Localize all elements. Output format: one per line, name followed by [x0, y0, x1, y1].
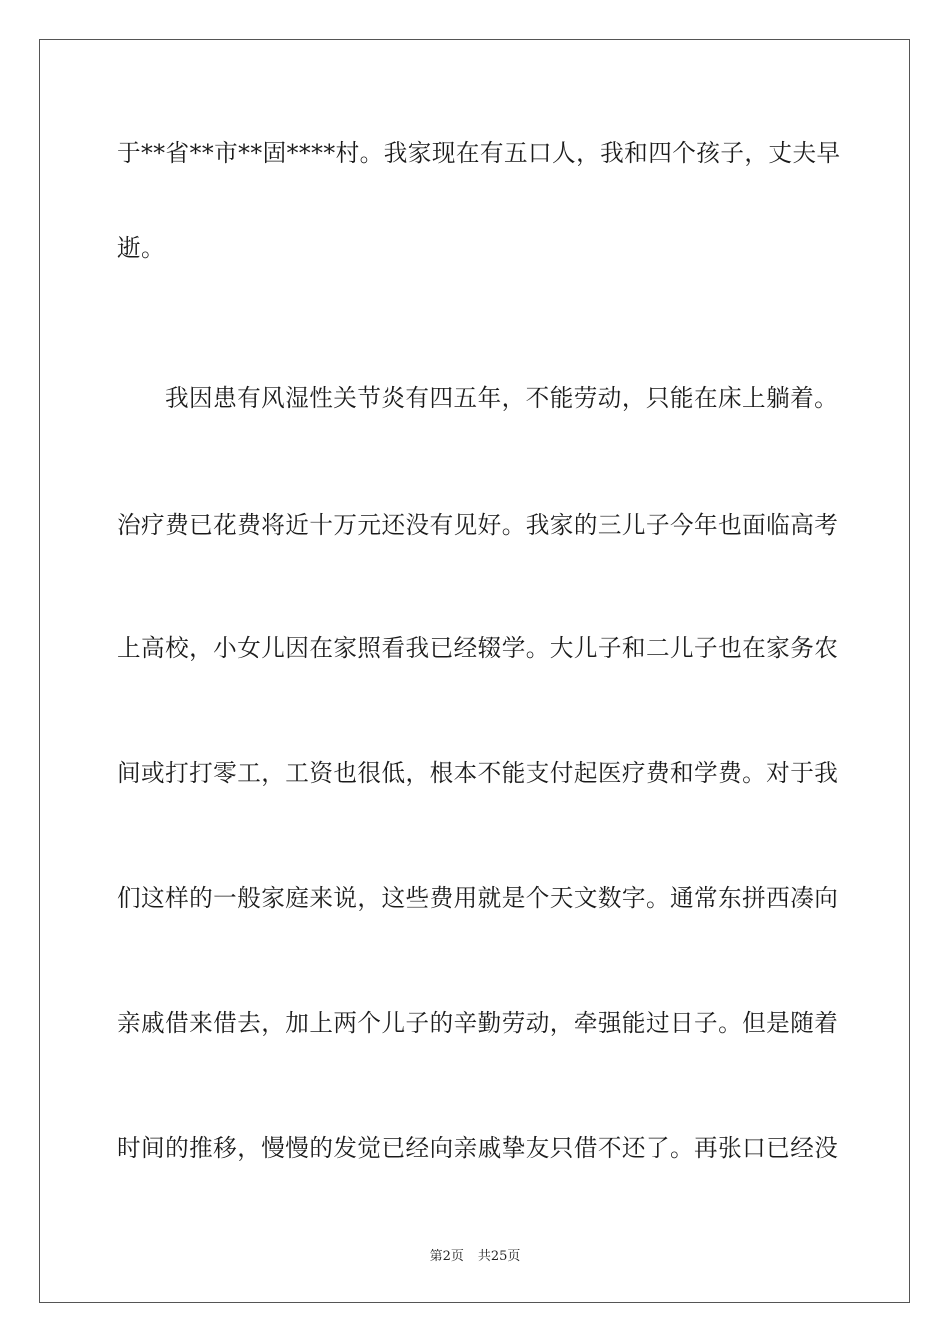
body-text-line: 上高校，小女儿因在家照看我已经辍学。大儿子和二儿子也在家务农	[117, 634, 839, 662]
page-number: 第2页	[429, 1249, 464, 1264]
body-text-line: 间或打打零工，工资也很低，根本不能支付起医疗费和学费。对于我	[117, 759, 839, 787]
page-border	[39, 39, 910, 1303]
body-text-line: 时间的推移，慢慢的发觉已经向亲戚挚友只借不还了。再张口已经没	[117, 1134, 839, 1162]
body-text-line: 们这样的一般家庭来说，这些费用就是个天文数字。通常东拼西凑向	[117, 884, 839, 912]
total-pages: 共25页	[477, 1249, 521, 1264]
body-text-line: 亲戚借来借去，加上两个儿子的辛勤劳动，牵强能过日子。但是随着	[117, 1009, 839, 1037]
body-text-line: 治疗费已花费将近十万元还没有见好。我家的三儿子今年也面临高考	[117, 511, 839, 539]
paragraph-first-line: 我因患有风湿性关节炎有四五年，不能劳动，只能在床上躺着。	[165, 384, 839, 412]
page-footer	[0, 1248, 950, 1266]
body-text-line: 逝。	[117, 234, 166, 262]
body-text-line: 于**省**市**固****村。我家现在有五口人，我和四个孩子，丈夫早	[117, 139, 841, 167]
